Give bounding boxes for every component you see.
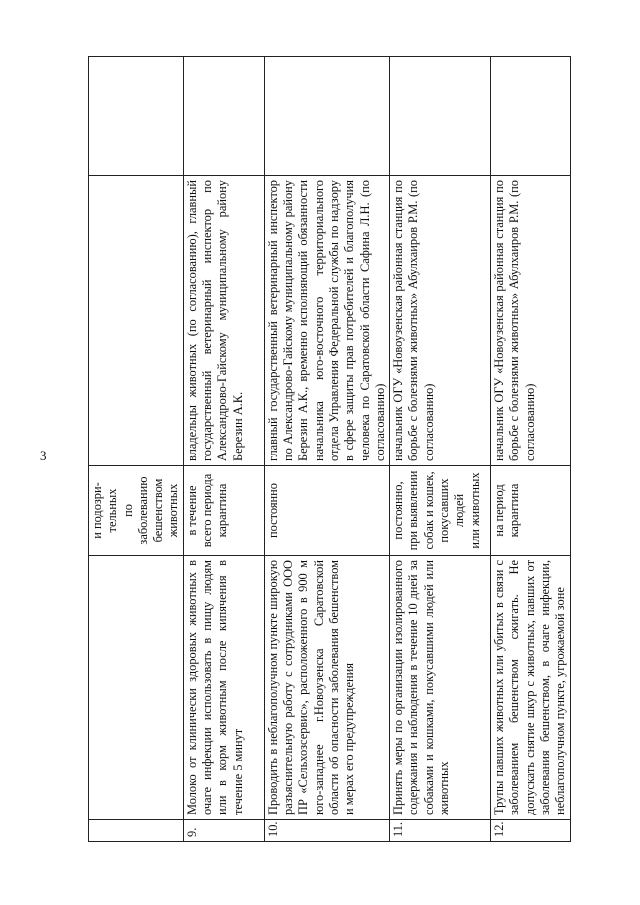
note-cell [89,57,184,176]
row-number: 12. [491,820,570,842]
table-row [89,57,184,842]
term-text: постоянно, при выявлении собак и кошек, покусавших людей или животных [390,466,491,556]
note-cell [183,57,264,176]
table-row [491,57,570,842]
table-row [390,57,491,842]
term-text: в течение всего периода карантина [183,466,264,556]
row-number: 10. [264,820,389,842]
responsible-text: начальник ОГУ «Новоузенская районная станция по борьбе с болезнями животных» Абулхаиров Р.М. (по согласованию) [491,176,570,466]
table-row [264,57,389,842]
term-text: постоянно [264,466,389,556]
row-number: 11. [390,820,491,842]
row-number [89,820,184,842]
measure-text: Проводить в неблагополучном пункте широкую разъяснительную работу с сотрудниками ООО ПР «Сельхозсервис», расположенного в 900 м юго-западнее г.Новоузенска Саратовской области об опасности заболевания бешенством и мерах его предупреждения [264,556,389,820]
responsible-text: главный государственный ветеринарный инспектор по Александрово-Гайскому муниципальному району Березин А.К., временно исполняющий обязанности начальника юго-восточного территориального отдела Управления Федеральной службы по надзору в сфере защиты прав потребителей и благополучия человека по Саратовской области Сафина Л.Н. (по согласованию) [264,176,389,466]
note-cell [264,57,389,176]
measures-table [88,56,571,842]
measure-text: Трупы павших животных или убитых в связи с заболеванием бешенством сжигать. Не допускать снятие шкур с животных, павших от заболевания бешенством, в очаге инфекции, неблагополучном пункте, угрожаемой зоне [491,556,570,820]
term-text: и подозри- тельных по заболеванию бешенством животных [89,466,184,556]
measure-text [89,556,184,820]
term-text: на период карантина [491,466,570,556]
page-number: 3 [40,448,47,463]
table-row [183,57,264,842]
responsible-text: начальник ОГУ «Новоузенская районная станция по борьбе с болезнями животных» Абулхаиров Р.М. (по согласованию) [390,176,491,466]
responsible-text [89,176,184,466]
note-cell [390,57,491,176]
responsible-text: владельцы животных (по согласованию), главный государственный ветеринарный инспектор по Александрово-Гайскому муниципальному району Березин А.К. [183,176,264,466]
measure-text: Принять меры по организации изолированного содержания и наблюдения в течение 10 дней за собаками и кошками, покусавшими людей или животных [390,556,491,820]
note-cell [491,57,570,176]
measures-table-rotated [88,57,568,842]
row-number: 9. [183,820,264,842]
measure-text: Молоко от клинически здоровых животных в очаге инфекции использовать в пищу людям или в корм животным после кипячения в течение 5 минут [183,556,264,820]
